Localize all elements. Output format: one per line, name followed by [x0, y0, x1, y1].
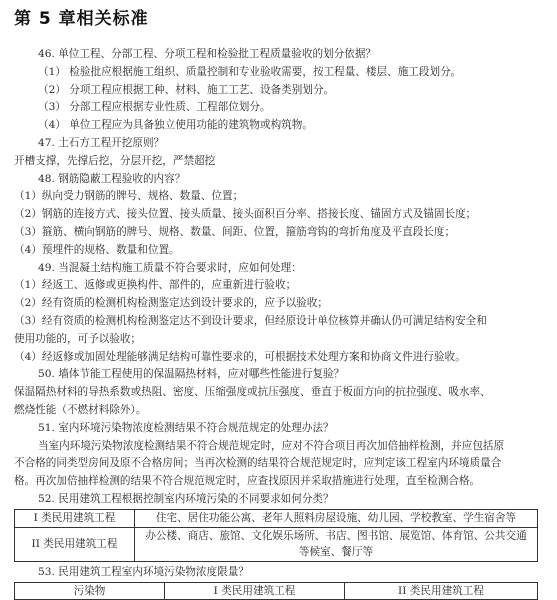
q48-item-4: （4）预埋件的规格、数量和位置。 [14, 243, 180, 256]
q49-item-3-cont: 使用功能的，可予以验收； [14, 332, 142, 345]
pollutant-limit-table [14, 582, 538, 600]
q48-item-2: （2）钢筋的连接方式、接头位置、接头质量、接头面积百分率、搭接长度、锚固方式及锚固长度； [14, 208, 477, 221]
class-desc-cell: 住宅、居住功能公寓、老年人照料房屋设施、幼儿园、学校教室、学生宿舍等 [135, 509, 538, 527]
q51-answer-1: 当室内环境污染物浓度检测结果不符合规范规定时，应对不符合项目再次加倍抽样检测，并应包括原 [38, 439, 505, 452]
q49-item-3: （3）经有资质的检测机构检测鉴定达不到设计要求，但经原设计单位核算并确认仍可满足结构安全和 [14, 314, 487, 327]
q51-answer-3: 格。再次加倍抽样检测的结果不符合规范规定时，应查找原因并采取措施进行处理，直至检测合格。 [14, 475, 481, 488]
document-body [14, 46, 544, 600]
table-row [15, 509, 538, 527]
class-desc-line: 等候室、餐厅等 [298, 546, 374, 559]
q46-item-1: （1） 检验批应根据施工组织、质量控制和专业验收需要，按工程量、楼层、施工段划分。 [38, 65, 462, 78]
q50-answer-2: 燃烧性能（不燃材料除外）。 [14, 403, 147, 416]
class-desc-cell [135, 527, 538, 561]
table-header-row [15, 582, 538, 599]
class-type-cell: II 类民用建筑工程 [15, 527, 135, 561]
q50-answer-1: 保温隔热材料的导热系数或热阻、密度、压缩强度或抗压强度、垂直于板面方向的抗拉强度、吸水率、 [14, 386, 491, 399]
q47-answer: 开槽支撑，先撑后挖，分层开挖，严禁超挖 [14, 154, 216, 167]
q51-answer-2: 不合格的同类型房间及原不合格房间；当再次检测的结果符合规范规定时，应判定该工程室内环境质量合 [14, 457, 502, 470]
table-row [15, 527, 538, 561]
chapter-title: 第 5 章相关标准 [14, 9, 149, 29]
class-desc-line: 办公楼、商店、旅馆、文化娱乐场所、书店、图书馆、展览馆、体育馆、公共交通 [145, 530, 527, 543]
question-52: 52. 民用建筑工程根据控制室内环境污染的不同要求如何分类？ [38, 492, 334, 505]
building-class-table [14, 509, 538, 562]
question-49: 49. 当混凝土结构施工质量不符合要求时，应如何处理： [38, 261, 302, 274]
q48-item-1: （1）纵向受力钢筋的牌号、规格、数量、位置； [14, 190, 244, 203]
question-47: 47. 土石方工程开挖原则？ [38, 136, 165, 149]
column-header: 污染物 [15, 582, 165, 599]
q49-item-1: （1）经返工、返修或更换构件、部件的，应重新进行验收； [14, 279, 297, 292]
question-51: 51. 室内环境污染物浓度检测结果不符合规范规定的处理办法？ [38, 421, 334, 434]
q49-item-4: （4）经返修或加固处理能够满足结构可靠性要求的，可根据技术处理方案和协商文件进行验收。 [14, 350, 466, 363]
class-type-cell: I 类民用建筑工程 [15, 509, 135, 527]
question-53: 53. 民用建筑工程室内环境污染物浓度限量？ [38, 565, 249, 578]
question-50: 50. 墙体节能工程使用的保温隔热材料，应对哪些性能进行复验？ [38, 368, 345, 381]
q48-item-3: （3）箍筋、横向钢筋的牌号、规格、数量、间距、位置，箍筋弯钩的弯折角度及平直段长度； [14, 225, 456, 238]
question-48: 48. 钢筋隐蔽工程验收的内容？ [38, 172, 186, 185]
q49-item-2: （2）经有资质的检测机构检测鉴定达到设计要求的，应予以验收； [14, 297, 328, 310]
column-header: I 类民用建筑工程 [165, 582, 345, 599]
column-header: II 类民用建筑工程 [345, 582, 538, 599]
q46-item-3: （3） 分部工程应根据专业性质、工程部位划分。 [38, 101, 271, 114]
q46-item-4: （4） 单位工程应为具备独立使用功能的建筑物或构筑物。 [38, 119, 313, 132]
q46-item-2: （2） 分项工程应根据工种、材料、施工工艺、设备类别划分。 [38, 83, 335, 96]
question-46: 46. 单位工程、分部工程、分项工程和检验批工程质量验收的划分依据？ [38, 48, 377, 60]
